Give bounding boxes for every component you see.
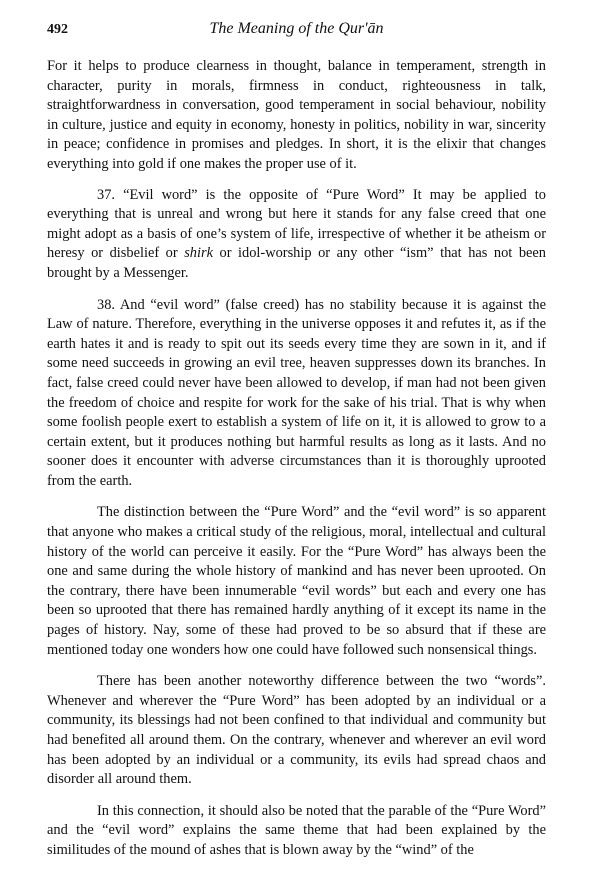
difference-paragraph: There has been another noteworthy difference between the two “words”. Whenever and wherever the “Pure Word” has been adopted by an individual or a community, its blessings had not been confined to that individual and community but had benefited all around them. On the contrary, whenever and wherever an evil word has been adopted by an individual or a community, its evils had spread chaos and disorder all around them. <box>47 673 546 788</box>
page-number: 492 <box>47 22 68 37</box>
body-text <box>47 57 546 873</box>
page-header <box>47 20 546 44</box>
running-title: The Meaning of the Qur'ān <box>209 20 384 37</box>
paragraph-continuation: For it helps to produce clearness in thought, balance in temperament, strength in character, purity in morals, firmness in conduct, righteousness in talk, straightforwardness in conversation, good temperament in social behaviour, nobility in culture, justice and equity in economy, honesty in politics, nobility in war, sincerity in peace; confidence in promises and pledges. In short, it is the elixir that changes everything into gold if one makes the proper use of it. <box>47 58 546 172</box>
note-37-paragraph: 37. “Evil word” is the opposite of “Pure Word” It may be applied to everything that is unreal and wrong but here it stands for any false creed that one might adopt as a basis of one’s system of life, irrespective of whether it be atheism or heresy or disbelief or shirk or idol-worship or any other “ism” that has not been brought by a Messenger. <box>47 186 546 281</box>
connection-paragraph: In this connection, it should also be noted that the parable of the “Pure Word” and the “evil word” explains the same theme that had been explained by the similitudes of the mound of ashes that is blown away by the “wind” of the <box>47 802 546 858</box>
distinction-paragraph: The distinction between the “Pure Word” and the “evil word” is so apparent that anyone who makes a critical study of the religious, moral, intellectual and cultural history of the world can perceive it easily. For the “Pure Word” has always been the one and same during the whole history of mankind and has never been uprooted. On the contrary, there have been innumerable “evil words” but each and every one has been so uprooted that there has remained hardly anything of it except its name in the pages of history. Nay, some of these had proved to be so absurd that if these are mentioned today one wonders how one could have followed such nonsensical things. <box>47 504 546 658</box>
italic-term: shirk <box>184 245 213 262</box>
note-38-paragraph: 38. And “evil word” (false creed) has no stability because it is against the Law of nature. Therefore, everything in the universe opposes it and refutes it, as if the earth hates it and is ready to spit out its seeds every time they are sown in it, and if some need succeeds in growing an evil tree, heaven suppresses down its branches. In fact, false creed could never have been allowed to develop, if man had not been given the freedom of choice and respite for work for the sake of his trial. That is why when some foolish people exert to establish a system of life on it, it is allowed to grow to a certain extent, but it produces nothing but harmful results as long as it lasts. And no sooner does it encounter with adverse circumstances than it is thoroughly uprooted from the earth. <box>47 296 546 489</box>
